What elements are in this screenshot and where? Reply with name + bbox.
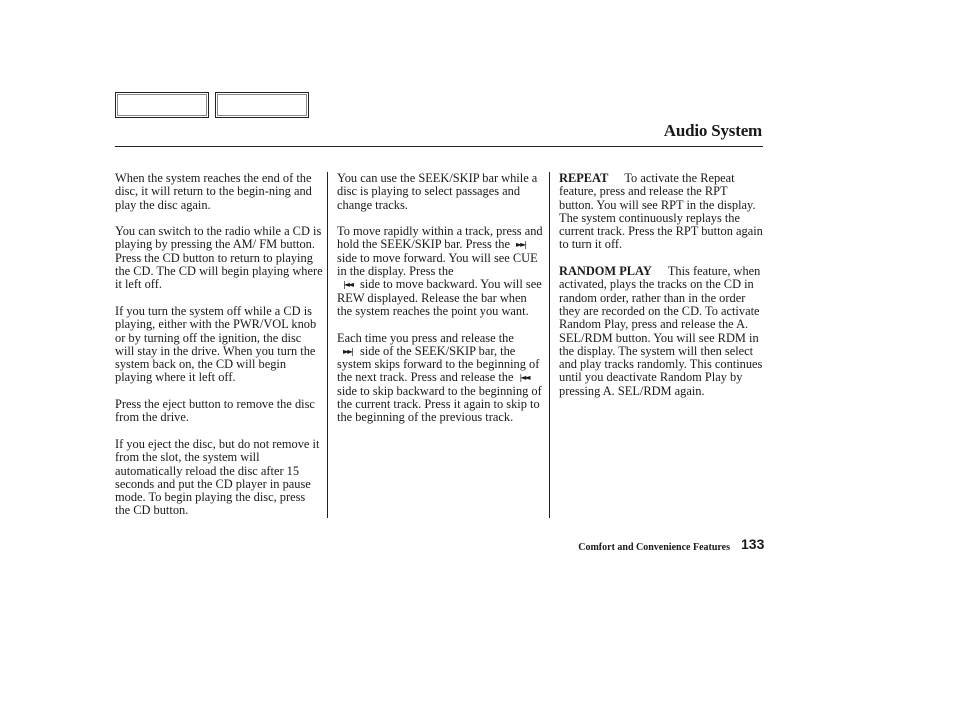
nav-tab-box-1[interactable] xyxy=(115,92,209,118)
seek-back-icon: |◄◄ xyxy=(343,280,352,290)
text-span: Each time you press and release the xyxy=(337,330,514,345)
nav-tab-box-2[interactable] xyxy=(215,92,309,118)
random-play-text: This feature, when activated, plays the tracks on the CD in random order, rather than in the order they are recorded on the CD. To activate Random Play, press and release the A. SEL/RDM button. You will see RDM in the display. The system will then select and play tracks randomly. This continues until you deactivate Random Play by pressing A. SEL/RDM again. xyxy=(559,264,763,398)
header-rule xyxy=(115,146,763,147)
text-span: side to move backward. You will see REW displayed. Release the bar when the system reaches the point you want. xyxy=(337,277,542,318)
column-3 xyxy=(559,172,765,411)
paragraph-eject: Press the eject button to remove the disc from the drive. xyxy=(115,397,315,425)
text-span: side to move forward. You will see CUE in the display. Press the xyxy=(337,250,538,279)
paragraph-cue-rew xyxy=(337,225,543,318)
paragraph-switch-radio: You can switch to the radio while a CD is playing by pressing the AM/ FM button. Press the CD button to return to playing the CD. The CD will begin playing where it left off. xyxy=(115,224,323,292)
footer-section: Comfort and Convenience Features xyxy=(578,542,730,553)
paragraph-system-off: If you turn the system off while a CD is playing, either with the PWR/VOL knob or by turning off the ignition, the disc will stay in the drive. When you turn the system back on, the CD will begin playing where it left off. xyxy=(115,303,317,385)
page-number: 133 xyxy=(741,536,765,552)
paragraph-end-of-disc: When the system reaches the end of the disc, it will return to the begin-ning and play the disc again. xyxy=(115,171,312,212)
paragraph-repeat xyxy=(559,172,765,252)
seek-forward-icon: ►►| xyxy=(343,346,352,356)
seek-forward-icon: ►►| xyxy=(516,240,526,250)
paragraph-skip-track xyxy=(337,332,543,425)
text-span: side to skip backward to the beginning of the current track. Press it again to skip to the beginning of the previous track. xyxy=(337,383,542,425)
text-span: side of the SEEK/SKIP bar, the system skips forward to the beginning of the next track. Press and release the xyxy=(337,343,540,385)
repeat-text: To activate the Repeat feature, press and release the RPT button. You will see RPT in the display. The system continuously replays the current track. Press the RPT button again to turn it off. xyxy=(559,171,763,252)
column-1 xyxy=(115,172,323,531)
seek-back-icon: |◄◄ xyxy=(519,373,529,383)
column-2 xyxy=(337,172,543,438)
repeat-label: REPEAT xyxy=(559,171,609,185)
page-title: Audio System xyxy=(663,121,762,140)
paragraph-reload: If you eject the disc, but do not remove it from the slot, the system will automatically reload the disc after 15 seconds and put the CD player in pause mode. To begin playing the disc, press the CD button. xyxy=(115,436,320,518)
paragraph-random-play xyxy=(559,265,765,398)
text-span: To move rapidly within a track, press and hold the SEEK/SKIP bar. Press the xyxy=(337,224,543,252)
paragraph-seek-skip: You can use the SEEK/SKIP bar while a disc is playing to select passages and change tracks. xyxy=(337,171,538,212)
column-divider-2 xyxy=(549,172,550,518)
random-play-label: RANDOM PLAY xyxy=(559,264,652,279)
column-divider-1 xyxy=(327,172,328,518)
